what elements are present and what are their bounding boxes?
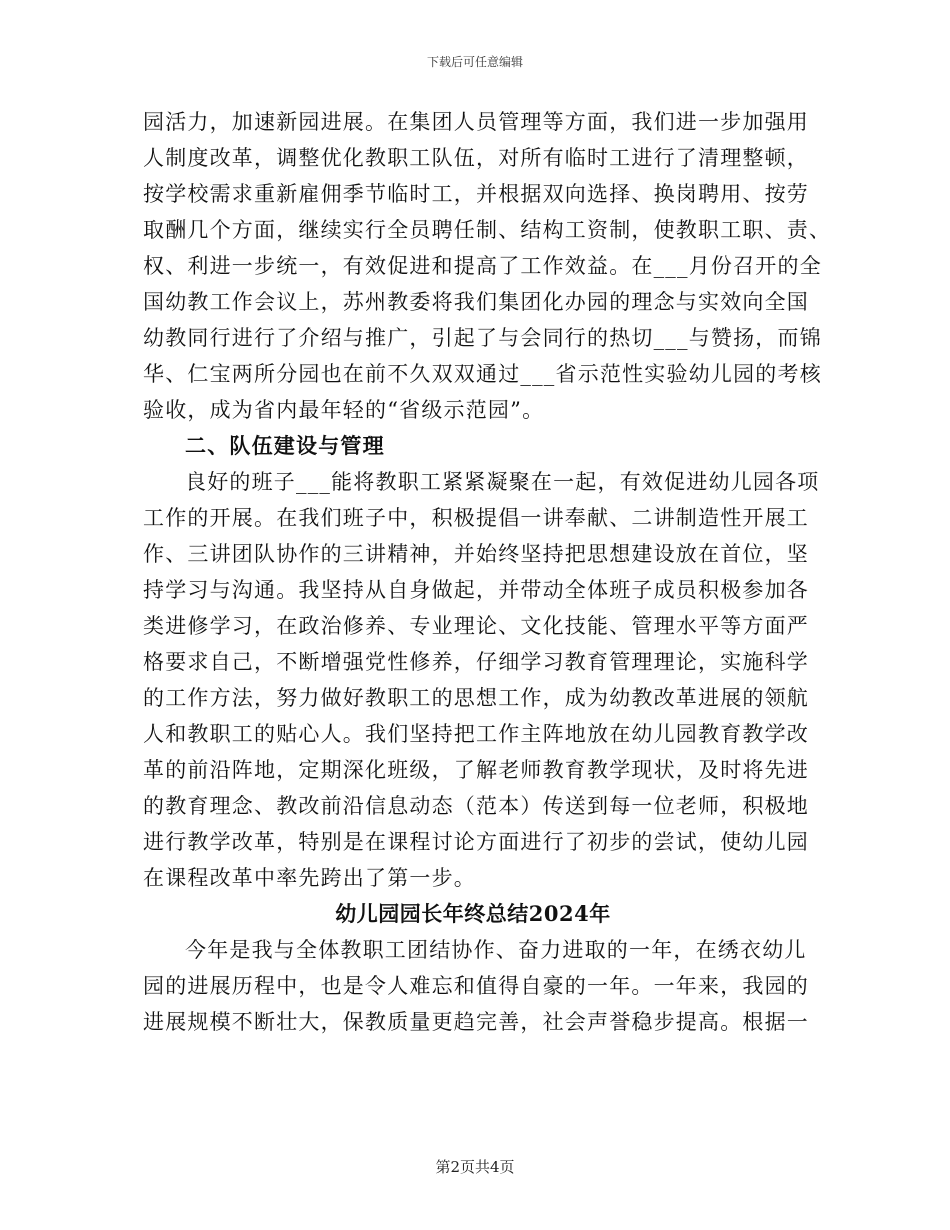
text-line: 作、三讲团队协作的三讲精神，并始终坚持把思想建设放在首位，坚 (143, 542, 809, 566)
text-line: 人和教职工的贴心人。我们坚持把工作主阵地放在幼儿园教育教学改 (143, 722, 809, 746)
text-line: 园的进展历程中，也是令人难忘和值得自豪的一年。一年来，我园的 (143, 974, 809, 998)
text-line: 良好的班子___能将教职工紧紧凝聚在一起，有效促进幼儿园各项 (185, 470, 820, 494)
text-line: 园活力，加速新园进展。在集团人员管理等方面，我们进一步加强用 (143, 110, 809, 134)
text-line: 在课程改革中率先跨出了第一步。 (143, 866, 476, 890)
document-title: 幼儿园园长年终总结2024年 (335, 901, 611, 926)
text-line: 的工作方法，努力做好教职工的思想工作，成为幼教改革进展的领航 (143, 686, 809, 710)
text-line: 人制度改革，调整优化教职工队伍，对所有临时工进行了清理整顿， (143, 146, 809, 170)
text-line: 格要求自己，不断增强党性修养，仔细学习教育管理理论，实施科学 (143, 650, 809, 674)
text-line: 幼教同行进行了介绍与推广，引起了与会同行的热切___与赞扬，而锦 (143, 326, 822, 350)
text-line: 华、仁宝两所分园也在前不久双双通过___省示范性实验幼儿园的考核 (143, 362, 822, 386)
text-line: 进展规模不断壮大，保教质量更趋完善，社会声誉稳步提高。根据一 (143, 1010, 809, 1034)
text-line: 验收，成为省内最年轻的“省级示范园”。 (143, 398, 545, 422)
text-line: 取酬几个方面，继续实行全员聘任制、结构工资制，使教职工职、责、 (143, 218, 832, 242)
page-number: 第2页共4页 (435, 1158, 515, 1176)
section-heading: 二、队伍建设与管理 (185, 433, 385, 458)
text-line: 的教育理念、教改前沿信息动态（范本）传送到每一位老师，积极地 (143, 794, 809, 818)
page-header-note: 下载后可任意编辑 (426, 55, 523, 69)
text-line: 进行教学改革，特别是在课程讨论方面进行了初步的尝试，使幼儿园 (143, 830, 809, 854)
text-line: 权、利进一步统一，有效促进和提高了工作效益。在___月份召开的全 (143, 254, 822, 278)
text-line: 工作的开展。在我们班子中，积极提倡一讲奉献、二讲制造性开展工 (143, 506, 809, 530)
text-line: 今年是我与全体教职工团结协作、奋力进取的一年，在绣衣幼儿 (185, 938, 807, 962)
document-body (143, 104, 832, 1040)
text-line: 革的前沿阵地，定期深化班级，了解老师教育教学现状，及时将先进 (143, 758, 809, 782)
text-line: 类进修学习，在政治修养、专业理论、文化技能、管理水平等方面严 (143, 614, 809, 638)
text-line: 持学习与沟通。我坚持从自身做起，并带动全体班子成员积极参加各 (143, 578, 809, 602)
text-line: 按学校需求重新雇佣季节临时工，并根据双向选择、换岗聘用、按劳 (143, 182, 809, 206)
text-line: 国幼教工作会议上，苏州教委将我们集团化办园的理念与实效向全国 (143, 290, 809, 314)
